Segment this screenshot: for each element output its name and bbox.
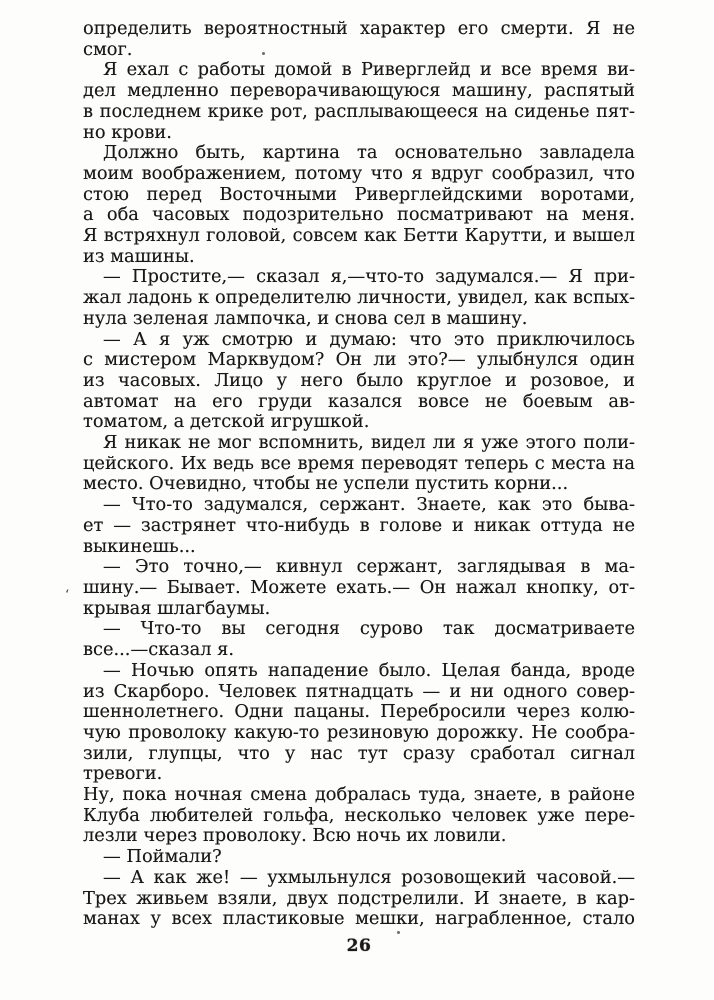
paragraph [83, 433, 635, 495]
text-line: — Что-то задумался, сержант. Знаете, как это быва- [103, 494, 635, 516]
text-line: смог. [83, 38, 133, 60]
text-line: — Ночью опять нападение было. Целая банда, вроде [103, 659, 635, 681]
paragraph [83, 557, 635, 619]
text-line: а оба часовых подозрительно посматривают на меня. [83, 204, 635, 226]
paragraph [83, 143, 635, 267]
paragraph [83, 330, 635, 434]
paragraph [83, 267, 635, 329]
text-line: — Простите,— сказал я,—что-то задумался.— Я при- [103, 266, 635, 288]
text-line: Клуба любителей гольфа, несколько человек уже пере- [83, 804, 635, 826]
text-line: крывая шлагбаумы. [83, 597, 271, 619]
text-line: — Поймали? [103, 846, 222, 868]
text-line: Я никак не мог вспомнить, видел ли я уже этого поли- [103, 432, 635, 454]
text-line: томатом, а детской игрушкой. [83, 411, 370, 433]
text-line: Я ехал с работы домой в Риверглейд и все время ви- [103, 59, 635, 81]
text-line: Трех живьем взяли, двух подстрелили. И знаете, в кар- [83, 887, 635, 909]
text-line: лезли через проволоку. Всю ночь их ловили. [83, 825, 507, 847]
text-line: место. Очевидно, чтобы не успели пустить корни... [83, 473, 569, 495]
paragraph [83, 619, 635, 660]
ink-speck [262, 52, 265, 55]
text-line: определить вероятностный характер его смерти. Я не [83, 18, 635, 39]
text-line: нула зеленая лампочка, и снова сел в машину. [83, 307, 528, 329]
text-line: ет — застрянет что-нибудь в голове и никак оттуда не [83, 514, 635, 536]
paragraph [83, 19, 635, 60]
paragraph [83, 868, 635, 930]
text-line: из Скарборо. Человек пятнадцать — и ни одного совер- [83, 680, 635, 702]
text-line: цейского. Их ведь все время переводят теперь с места на [83, 452, 635, 474]
page-number: 26 [346, 936, 372, 956]
paragraph [83, 661, 635, 847]
text-line: стою перед Восточными Риверглейдскими воротами, [83, 183, 635, 205]
text-line: — А как же! — ухмыльнулся розовощекий часовой.— [103, 866, 635, 888]
text-line: Я встряхнул головой, совсем как Бетти Карутти, и вышел [83, 225, 635, 247]
text-line: выкинешь... [83, 535, 196, 557]
text-line: жал ладонь к определителю личности, увидел, как вспых- [83, 287, 635, 309]
text-line: с мистером Марквудом? Он ли это?— улыбнулся один [83, 349, 635, 371]
text-line: чую проволоку какую-то резиновую дорожку. Не сообра- [83, 721, 635, 743]
text-line: Ну, пока ночная смена добралась туда, знаете, в районе [83, 784, 635, 806]
text-line: зили, глупцы, что у нас тут сразу сработал сигнал тревоги. [83, 742, 635, 785]
text-line: из часовых. Лицо у него было круглое и розовое, и [83, 369, 635, 391]
paragraph [83, 847, 635, 868]
text-line: в последнем крике рот, расплывающееся на сиденье пят- [83, 100, 635, 122]
text-line: шеннолетнего. Одни пацаны. Перебросили через колю- [83, 701, 635, 723]
text-line: — Это точно,— кивнул сержант, заглядывая в ма- [103, 556, 635, 578]
text-line: — А я уж смотрю и думаю: что это приключилось [103, 328, 635, 350]
text-line: — Что-то вы сегодня сурово так досматриваете [103, 618, 635, 640]
text-line: манах у всех пластиковые мешки, награбленное, стало [83, 908, 635, 930]
ink-mark: ‘ [65, 588, 70, 603]
paragraph [83, 60, 635, 143]
text-line: моим воображением, потому что я вдруг сообразил, что [83, 162, 635, 184]
text-column [83, 19, 635, 930]
text-line: Должно быть, картина та основательно завладела [103, 142, 635, 164]
text-line: из машины. [83, 245, 195, 267]
text-line: шину.— Бывает. Можете ехать.— Он нажал кнопку, от- [83, 576, 635, 598]
ink-speck [397, 931, 400, 934]
text-line: автомат на его груди казался вовсе не боевым ав- [83, 390, 635, 412]
paragraph [83, 495, 635, 557]
text-line: но крови. [83, 121, 172, 143]
text-line: все...—сказал я. [83, 639, 235, 661]
text-line: дел медленно переворачивающуюся машину, распятый [83, 80, 635, 102]
